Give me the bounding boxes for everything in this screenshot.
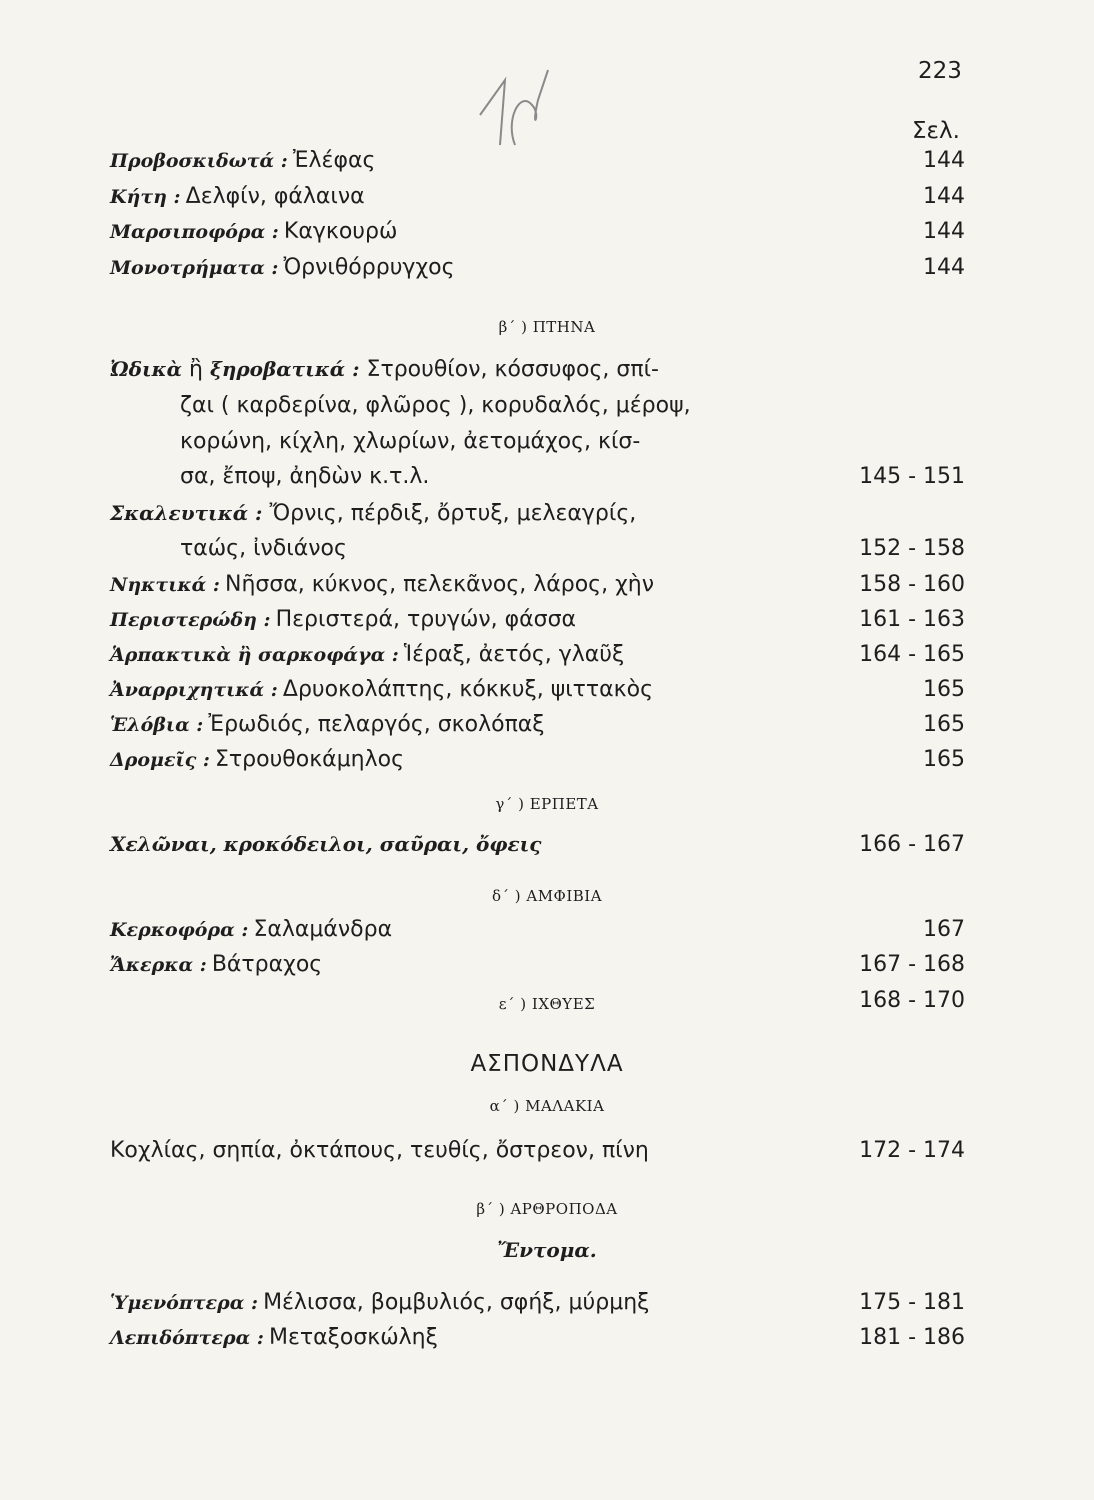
entry-text: Ἐλέφας <box>292 148 376 173</box>
page-ref: 166 - 167 <box>859 832 965 857</box>
toc-row <box>180 464 965 498</box>
toc-row <box>110 1290 965 1324</box>
entry-text: Μέλισσα, βομβυλιός, σφήξ, μύρμηξ <box>263 1290 650 1315</box>
category-label: Ὠδικὰ <box>110 357 183 381</box>
entry-text: Νῆσσα, κύκνος, πελεκᾶνος, λάρος, χὴν <box>224 572 655 597</box>
page-ref: 145 - 151 <box>859 464 965 489</box>
section-title-invertebrates: ΑΣΠΟΝΔΥΛΑ <box>470 1051 624 1077</box>
entry-text: Σαλαμάνδρα <box>253 917 393 942</box>
category-label: Ἄκερκα : <box>110 954 207 976</box>
entry-text: Ὄρνις, πέρδιξ, ὄρτυξ, μελεαγρίς, <box>269 501 637 526</box>
entry-text: Καγκουρώ <box>283 219 398 244</box>
category-label: Ἀναρριχητικά : <box>110 679 278 701</box>
toc-row <box>110 184 965 218</box>
conjunction: ἢ <box>189 357 203 382</box>
entry-text: Ὀρνιθόρρυγχος <box>283 255 455 280</box>
category-label: Ὑμενόπτερα : <box>110 1292 258 1314</box>
category-label: Προβοσκιδωτά : <box>110 150 288 172</box>
category-label: ξηροβατικά : <box>209 357 360 381</box>
page-ref: 144 <box>923 255 965 280</box>
entry-text: Βάτραχος <box>211 952 323 977</box>
entry-text: Δελφίν, φάλαινα <box>185 184 365 209</box>
category-label: Σκαλευτικά : <box>110 501 263 525</box>
toc-row <box>110 832 965 866</box>
toc-row <box>110 642 965 676</box>
page-ref: 181 - 186 <box>859 1325 965 1350</box>
entry-text: Ἱέραξ, ἀετός, γλαῦξ <box>403 642 625 667</box>
page-ref: 167 - 168 <box>859 952 965 977</box>
subsection-title-insects: Ἔντομα. <box>497 1238 597 1262</box>
page-ref: 161 - 163 <box>859 607 965 632</box>
toc-row <box>180 536 965 570</box>
entry-text: Στρουθίον, κόσσυφος, σπί- <box>366 357 659 382</box>
category-label: Κερκοφόρα : <box>110 919 249 941</box>
category-label: Χελῶναι, κροκόδειλοι, σαῦραι, ὄφεις <box>110 832 542 856</box>
entry-text: Κοχλίας, σηπία, ὀκτάπους, τευθίς, ὄστρεον, πίνη <box>110 1138 649 1163</box>
page-ref: 175 - 181 <box>859 1290 965 1315</box>
section-heading-reptiles: γ΄ ) ΕΡΠΕΤΑ <box>495 795 599 813</box>
entry-text: Δρυοκολάπτης, κόκκυξ, ψιττακὸς <box>282 677 654 702</box>
page-ref: 152 - 158 <box>859 536 965 561</box>
category-label: Ἁρπακτικὰ ἢ σαρκοφάγα : <box>110 644 399 666</box>
toc-row <box>110 747 965 781</box>
section-heading-molluscs: α΄ ) ΜΑΛΑΚΙΑ <box>489 1097 605 1115</box>
entry-continuation: ταώς, ἰνδιάνος <box>180 536 347 561</box>
page-number: 223 <box>918 58 962 84</box>
toc-row <box>110 219 965 253</box>
category-label: Μονοτρήματα : <box>110 257 279 279</box>
entry-continuation: σα, ἔποψ, ἀηδὼν κ.τ.λ. <box>180 464 430 489</box>
toc-row <box>110 952 965 986</box>
toc-row <box>110 148 965 182</box>
page-column-label: Σελ. <box>912 118 960 144</box>
entry-text: Περιστερά, τρυγών, φάσσα <box>275 607 577 632</box>
entry-continuation: ζαι ( καρδερίνα, φλῶρος ), κορυδαλός, μέροψ, <box>180 393 691 418</box>
page-ref: 167 <box>923 917 965 942</box>
section-heading-arthropods: β΄ ) ΑΡΘΡΟΠΟΔΑ <box>476 1200 618 1218</box>
category-label: Μαρσιποφόρα : <box>110 221 279 243</box>
entry-text: Μεταξοσκώληξ <box>268 1325 438 1350</box>
page-ref: 144 <box>923 184 965 209</box>
page-ref: 144 <box>923 148 965 173</box>
page-ref: 164 - 165 <box>859 642 965 667</box>
page-ref: 172 - 174 <box>859 1138 965 1163</box>
toc-row <box>110 572 965 606</box>
section-heading-birds: β΄ ) ΠΤΗΝΑ <box>498 318 596 336</box>
category-label: Δρομεῖς : <box>110 749 210 771</box>
category-label: Κήτη : <box>110 186 181 208</box>
entry-continuation: κορώνη, κίχλη, χλωρίων, ἀετομάχος, κίσ- <box>180 429 641 454</box>
toc-row <box>110 607 965 641</box>
toc-row <box>110 1325 965 1359</box>
page-ref: 165 <box>923 747 965 772</box>
toc-row <box>110 917 965 951</box>
entry-text: Ἐρωδιός, πελαργός, σκολόπαξ <box>208 712 545 737</box>
toc-entry-line <box>110 357 659 382</box>
page-ref: 158 - 160 <box>859 572 965 597</box>
page-ref: 144 <box>923 219 965 244</box>
category-label: Ἑλόβια : <box>110 714 204 736</box>
category-label: Νηκτικά : <box>110 574 220 596</box>
page-ref: 165 <box>923 712 965 737</box>
toc-row <box>110 1138 965 1172</box>
section-heading-fish: ε΄ ) ΙΧΘΥΕΣ <box>498 995 596 1013</box>
section-heading-amphibians: δ΄ ) ΑΜΦΙΒΙΑ <box>491 887 603 905</box>
category-label: Λεπιδόπτερα : <box>110 1327 264 1349</box>
toc-row <box>110 677 965 711</box>
handwritten-annotation <box>460 60 570 155</box>
page-ref: 168 - 170 <box>859 988 965 1013</box>
category-label: Περιστερώδη : <box>110 609 271 631</box>
toc-row <box>110 712 965 746</box>
page-ref: 165 <box>923 677 965 702</box>
toc-row <box>110 255 965 289</box>
toc-entry-line <box>110 501 636 526</box>
entry-text: Στρουθοκάμηλος <box>215 747 405 772</box>
